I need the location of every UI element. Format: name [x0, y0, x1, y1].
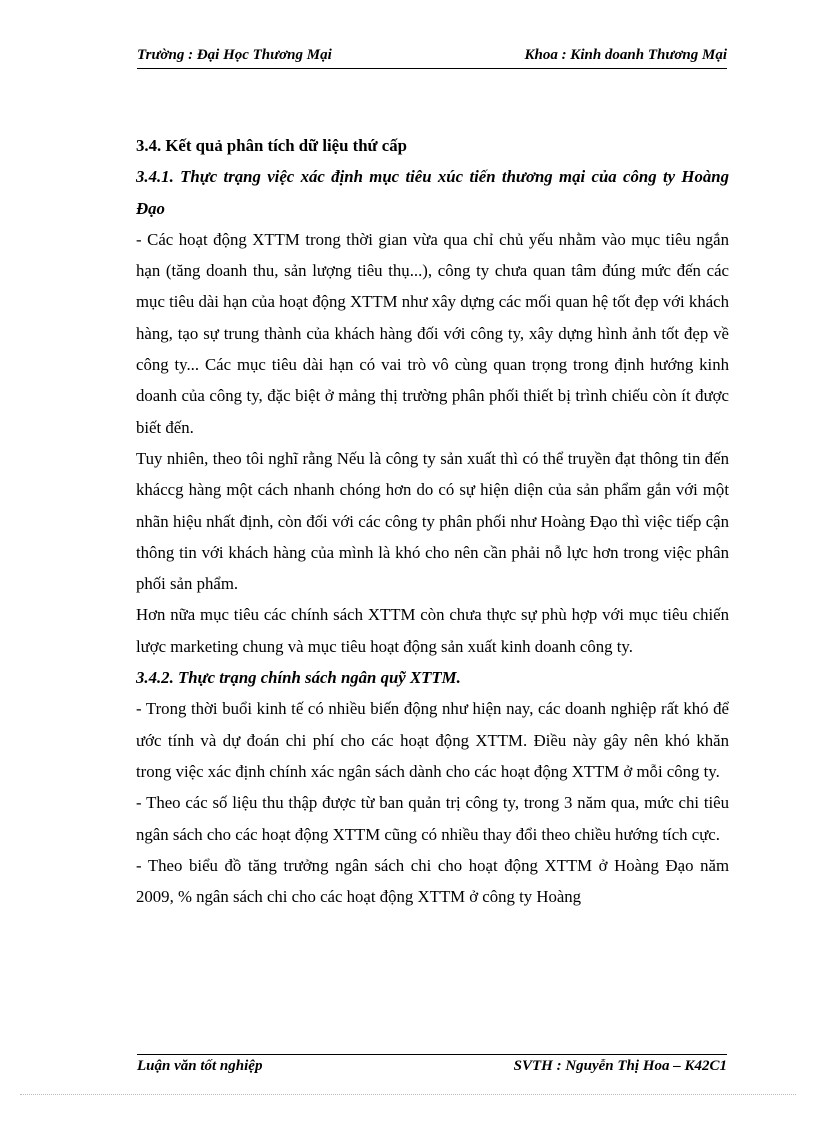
page-edge-divider	[20, 1094, 796, 1095]
paragraph: - Trong thời buổi kinh tế có nhiều biến động như hiện nay, các doanh nghiệp rất khó để ước tính và dự đoán chi phí cho các hoạt động XTTM. Điều này gây nên khó khăn trong việc xác định chính xác ngân sách dành cho các hoạt động XTTM ở mỗi công ty.	[136, 699, 729, 781]
header-faculty: Khoa : Kinh doanh Thương Mại	[524, 47, 727, 63]
footer-thesis: Luận văn tốt nghiệp	[137, 1058, 263, 1074]
paragraph: - Theo biểu đồ tăng trưởng ngân sách chi cho hoạt động XTTM ở Hoàng Đạo năm 2009, % ngân sách chi cho các hoạt động XTTM ở công ty Hoàng	[136, 855, 729, 907]
subsection-title-1: 3.4.1. Thực trạng việc xác định mục tiêu xúc tiến thương mại của công ty Hoàng Đạo	[136, 167, 729, 218]
page-header	[137, 47, 727, 64]
section-title: 3.4. Kết quả phân tích dữ liệu thứ cấp	[136, 136, 407, 155]
footer-student: SVTH : Nguyễn Thị Hoa – K42C1	[513, 1058, 727, 1074]
header-school: Trường : Đại Học Thương Mại	[137, 47, 332, 63]
paragraph: Tuy nhiên, theo tôi nghĩ rằng Nếu là công ty sản xuất thì có thể truyền đạt thông tin đến kháccg hàng một cách nhanh chóng hơn do có sự hiện diện của sản phẩm gắn với một nhãn hiệu nhất định, còn đối với các công ty phân phối như Hoàng Đạo thì việc tiếp cận thông tin với khách hàng của mình là khó cho nên cần phải nỗ lực hơn trong việc phân phối sản phẩm.	[136, 448, 729, 594]
footer-rule	[137, 1054, 727, 1055]
subsection-title-2: 3.4.2. Thực trạng chính sách ngân quỹ XTTM.	[136, 668, 461, 688]
paragraph: Hơn nữa mục tiêu các chính sách XTTM còn chưa thực sự phù hợp với mục tiêu chiến lược marketing chung và mục tiêu hoạt động sản xuất kinh doanh công ty.	[136, 605, 729, 656]
header-rule	[137, 68, 727, 69]
page-footer	[137, 1058, 727, 1075]
paragraph: - Theo các số liệu thu thập được từ ban quản trị công ty, trong 3 năm qua, mức chi tiêu ngân sách cho các hoạt động XTTM cũng có nhiều thay đổi theo chiều hướng tích cực.	[136, 793, 729, 844]
document-body	[136, 130, 729, 912]
paragraph: - Các hoạt động XTTM trong thời gian vừa qua chỉ chủ yếu nhằm vào mục tiêu ngắn hạn (tăng doanh thu, sản lượng tiêu thụ...), công ty chưa quan tâm đúng mức đến các mục tiêu dài hạn của hoạt động XTTM như xây dựng các mối quan hệ tốt đẹp với khách hàng, tạo sự trung thành của khách hàng đối với công ty, xây dựng hình ảnh tốt đẹp về công ty... Các mục tiêu dài hạn có vai trò vô cùng quan trọng trong định hướng kinh doanh của công ty, đặc biệt ở mảng thị trường phân phối thiết bị trình chiếu còn ít được biết đến.	[136, 229, 729, 437]
